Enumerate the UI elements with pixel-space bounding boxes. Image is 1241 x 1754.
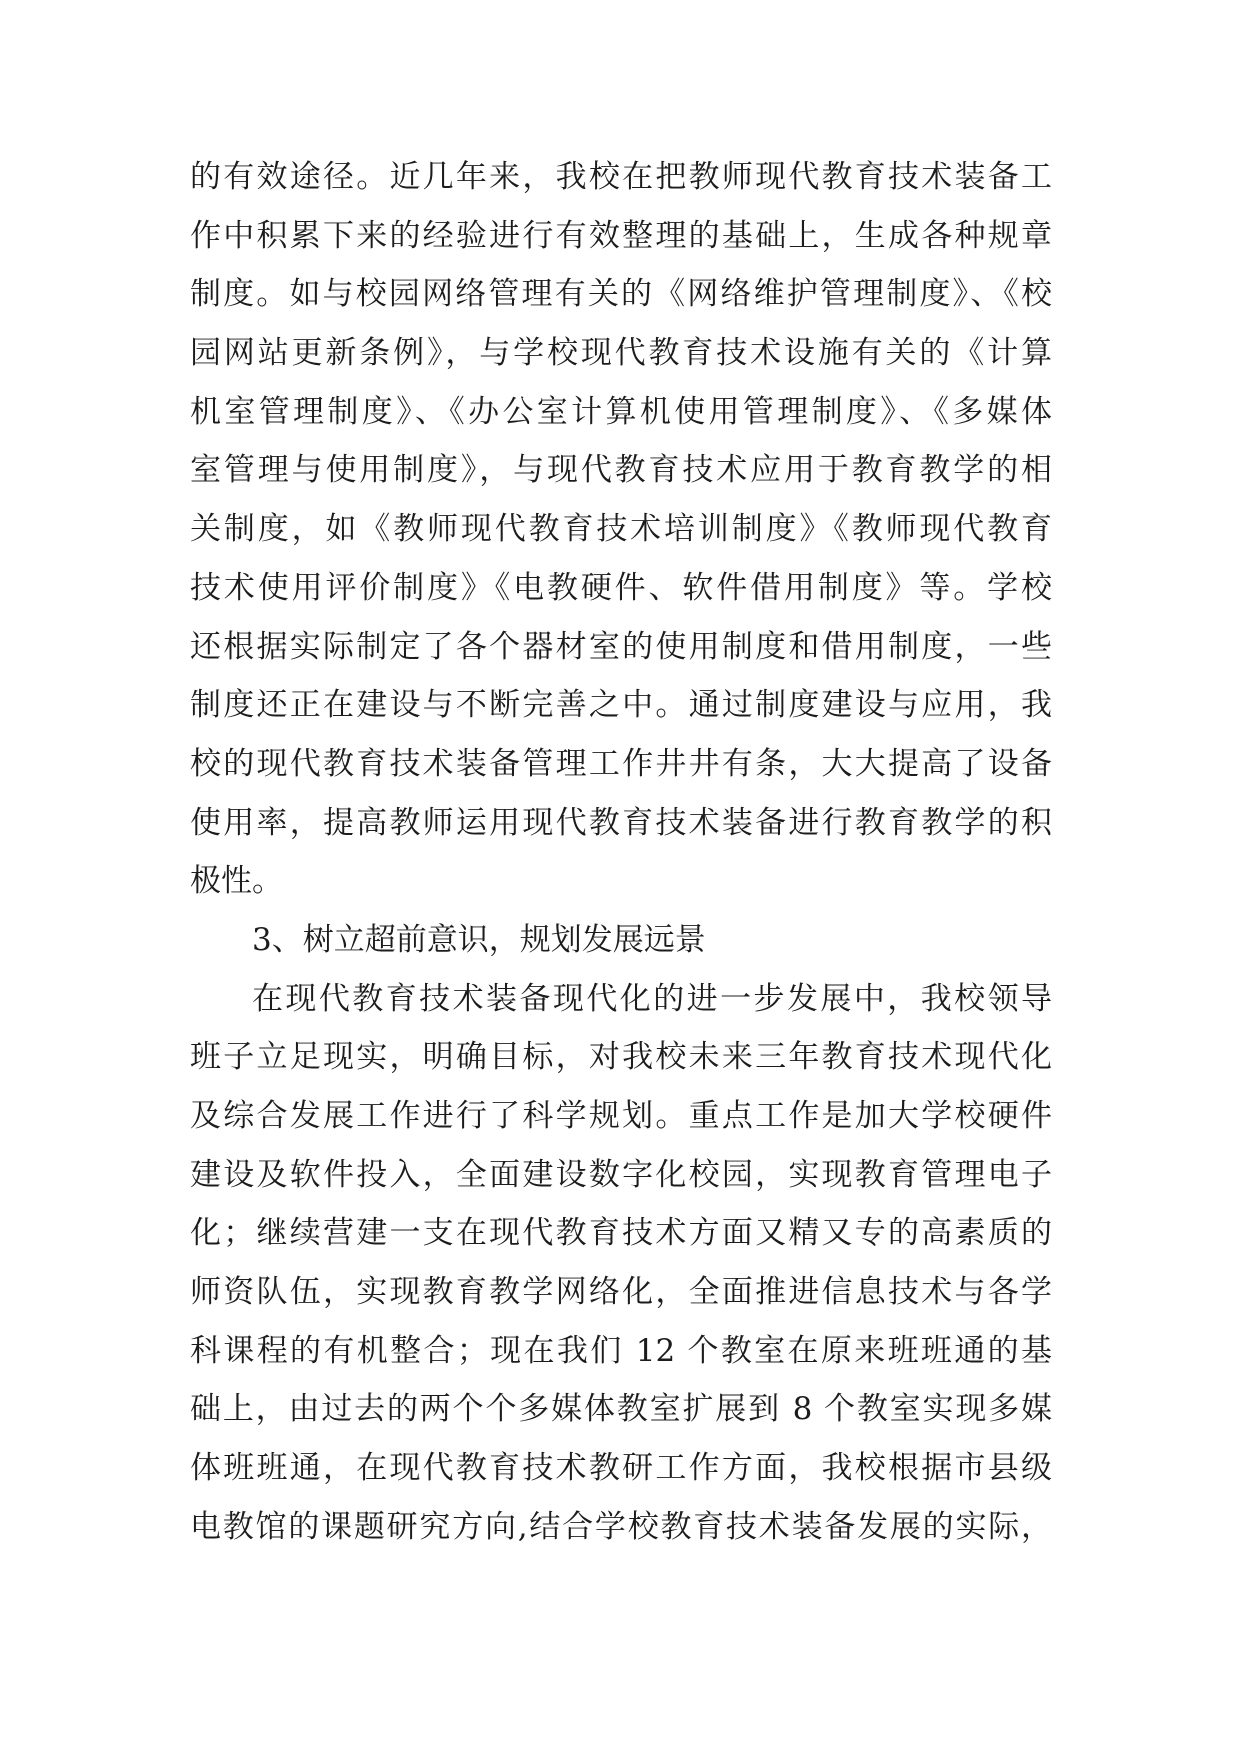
paragraph-1-line-2: 作中积累下来的经验进行有效整理的基础上，生成各种规章 bbox=[190, 217, 1052, 254]
paragraph-2-line-2: 班子立足现实，明确目标，对我校未来三年教育技术现代化 bbox=[190, 1039, 1052, 1076]
paragraph-2-line-1: 在现代教育技术装备现代化的进一步发展中，我校领导 bbox=[252, 980, 1052, 1017]
paragraph-2-line-3: 及综合发展工作进行了科学规划。重点工作是加大学校硬件 bbox=[190, 1098, 1052, 1134]
paragraph-1-line-8: 技术使用评价制度》《电教硬件、软件借用制度》等。学校 bbox=[190, 569, 1052, 606]
paragraph-2-line-10: 电教馆的课题研究方向,结合学校教育技术装备发展的实际， bbox=[190, 1508, 1052, 1545]
paragraph-1-line-9: 还根据实际制定了各个器材室的使用制度和借用制度，一些 bbox=[190, 628, 1052, 665]
paragraph-1-line-7: 关制度，如《教师现代教育技术培训制度》《教师现代教育 bbox=[190, 511, 1052, 548]
paragraph-1-line-4: 园网站更新条例》，与学校现代教育技术设施有关的《计算 bbox=[190, 335, 1052, 372]
paragraph-1-line-13: 极性。 bbox=[190, 863, 283, 900]
body-text bbox=[190, 148, 1052, 1557]
paragraph-1-line-11: 校的现代教育技术装备管理工作井井有条，大大提高了设备 bbox=[190, 745, 1052, 782]
paragraph-1-line-12: 使用率，提高教师运用现代教育技术装备进行教育教学的积 bbox=[190, 804, 1052, 841]
paragraph-1-line-10: 制度还正在建设与不断完善之中。通过制度建设与应用，我 bbox=[190, 687, 1052, 724]
paragraph-1-line-5: 机室管理制度》、《办公室计算机使用管理制度》、《多媒体 bbox=[190, 393, 1052, 430]
paragraph-2-line-7: 科课程的有机整合；现在我们 12 个教室在原来班班通的基 bbox=[190, 1332, 1052, 1369]
paragraph-2-line-8: 础上，由过去的两个个多媒体教室扩展到 8 个教室实现多媒 bbox=[190, 1391, 1052, 1428]
paragraph-2-line-6: 师资队伍，实现教育教学网络化，全面推进信息技术与各学 bbox=[190, 1274, 1052, 1311]
paragraph-2-line-4: 建设及软件投入，全面建设数字化校园，实现教育管理电子 bbox=[190, 1156, 1052, 1193]
paragraph-2-line-5: 化；继续营建一支在现代教育技术方面又精又专的高素质的 bbox=[190, 1215, 1052, 1252]
paragraph-1-line-1: 的有效途径。近几年来，我校在把教师现代教育技术装备工 bbox=[190, 159, 1052, 195]
paragraph-2-line-9: 体班班通，在现代教育技术教研工作方面，我校根据市县级 bbox=[190, 1450, 1052, 1487]
paragraph-1-line-3: 制度。如与校园网络管理有关的《网络维护管理制度》、《校 bbox=[190, 276, 1052, 313]
section-heading: 3、树立超前意识，规划发展远景 bbox=[252, 921, 706, 958]
paragraph-1-line-6: 室管理与使用制度》，与现代教育技术应用于教育教学的相 bbox=[190, 452, 1052, 489]
